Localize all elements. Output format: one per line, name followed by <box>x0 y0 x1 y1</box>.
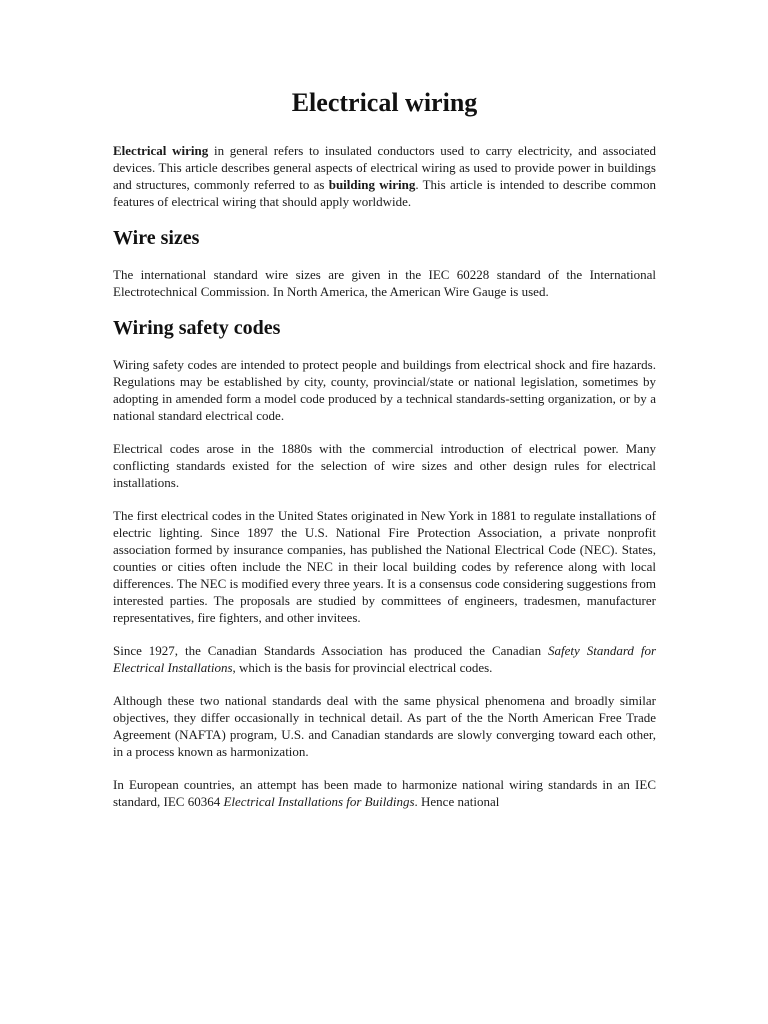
safety-codes-paragraph-6 <box>113 776 656 810</box>
heading-wiring-safety-codes: Wiring safety codes <box>113 317 281 339</box>
safety-codes-paragraph-3: The first electrical codes in the United States originated in New York in 1881 to regulate installations of electric lighting. Since 1897 the U.S. National Fire Protection Association, a private nonprofit association formed by insurance companies, has published the National Electrical Code (NEC). States, counties or cities often include the NEC in their local building codes by reference along with local differences. The NEC is modified every three years. It is a consensus code considering suggestions from interested parties. The proposals are studied by committees of engineers, tradesmen, manufacturer representatives, fire fighters, and other invitees. <box>113 508 656 625</box>
intro-bold-lead: Electrical wiring <box>113 143 209 158</box>
safety-codes-paragraph-1: Wiring safety codes are intended to protect people and buildings from electrical shock and fire hazards. Regulations may be established by city, county, provincial/state or national legislation, sometimes by adopting in amended form a model code produced by a technical standards-setting organization, or by a national standard electrical code. <box>113 357 656 423</box>
p4-text-b: , which is the basis for provincial electrical codes. <box>232 660 493 675</box>
p6-text-b: . Hence national <box>414 794 500 809</box>
page-title: Electrical wiring <box>291 88 478 117</box>
wire-sizes-paragraph: The international standard wire sizes are given in the IEC 60228 standard of the International Electrotechnical Commission. In North America, the American Wire Gauge is used. <box>113 267 656 299</box>
heading-wire-sizes: Wire sizes <box>113 227 200 249</box>
safety-codes-paragraph-5: Although these two national standards deal with the same physical phenomena and broadly similar objectives, they differ occasionally in technical detail. As part of the the North American Free Trade Agreement (NAFTA) program, U.S. and Canadian standards are slowly converging toward each other, in a process known as harmonization. <box>113 693 656 759</box>
safety-codes-paragraph-4 <box>113 642 656 676</box>
p4-italic-title: Safety Standard for Electrical Installations <box>113 643 656 675</box>
safety-codes-paragraph-2: Electrical codes arose in the 1880s with the commercial introduction of electrical power. Many conflicting standards existed for the selection of wire sizes and other design rules for electrical installations. <box>113 441 656 490</box>
intro-bold-term: building wiring <box>328 177 416 192</box>
document-page <box>113 88 656 826</box>
intro-text-2: . This article is intended to describe common features of electrical wiring that should apply worldwide. <box>113 177 657 209</box>
p4-text-a: Since 1927, the Canadian Standards Association has produced the Canadian <box>113 643 549 658</box>
intro-paragraph <box>113 142 656 210</box>
p6-italic-title: Electrical Installations for Buildings <box>223 794 415 809</box>
intro-text-1: in general refers to insulated conductors used to carry electricity, and associated devices. This article describes general aspects of electrical wiring as used to provide power in buildings and structures, commonly referred to as <box>113 143 657 192</box>
p6-text-a: In European countries, an attempt has been made to harmonize national wiring standards in an IEC standard, IEC 60364 <box>113 777 656 809</box>
